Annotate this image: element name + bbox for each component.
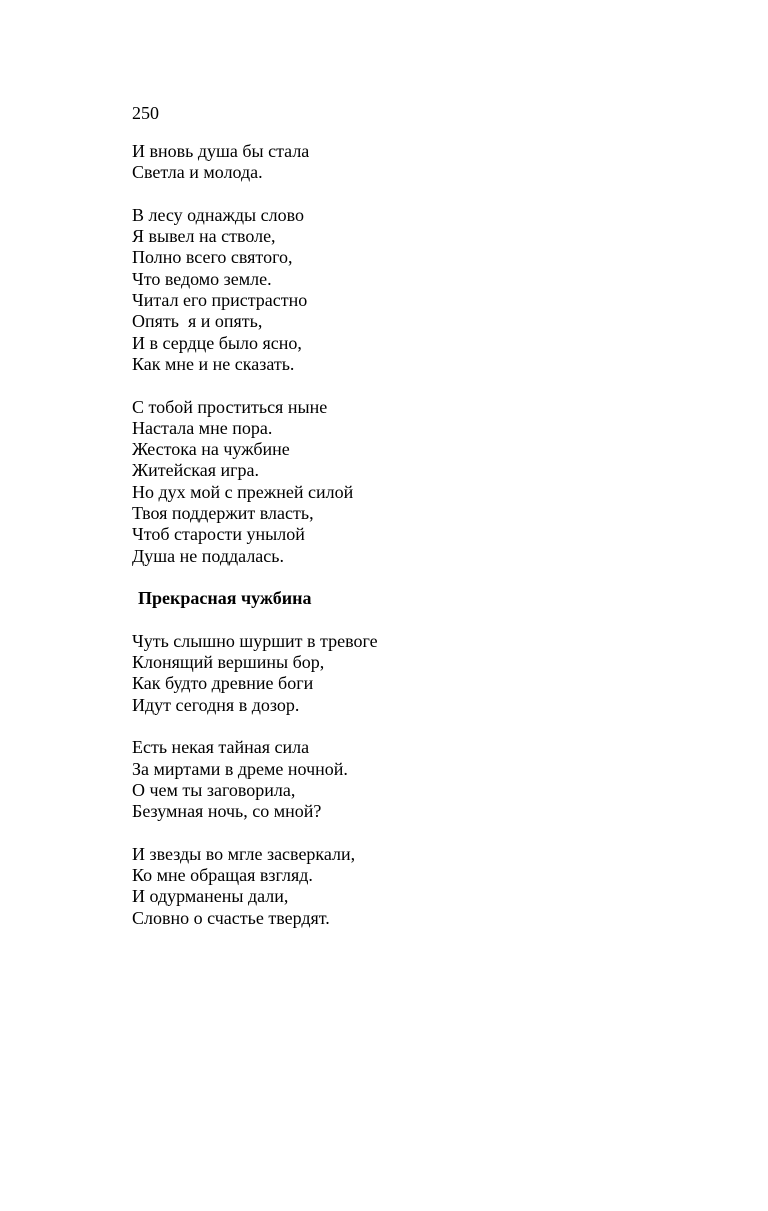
poem-line: Душа не поддалась. (132, 545, 284, 566)
poem-line: Клонящий вершины бор, (132, 652, 325, 673)
poem-line: Ко мне обращая взгляд. (132, 865, 313, 886)
poem-line: Словно о счастье твердят. (132, 907, 330, 928)
poem-line: В лесу однажды слово (132, 204, 304, 225)
poem-line: Жестока на чужбине (132, 439, 290, 460)
poem-line: Опять я и опять, (132, 311, 263, 332)
poem-line: Я вывел на стволе, (132, 226, 276, 247)
poem-line: С тобой проститься ныне (132, 396, 328, 417)
poem-line: Но дух мой с прежней силой (132, 481, 354, 502)
stanza (132, 631, 652, 716)
stanza (132, 205, 652, 375)
stanza (132, 397, 652, 567)
poem-previous-stanzas (132, 141, 652, 567)
poem-line: Что ведомо земле. (132, 268, 272, 289)
poem-line: Житейская игра. (132, 460, 259, 481)
poem-line: И звезды во мгле засверкали, (132, 843, 356, 864)
poem-line: Как мне и не сказать. (132, 353, 295, 374)
poem-line: За миртами в дреме ночной. (132, 758, 348, 779)
poem-line: Настала мне пора. (132, 417, 273, 438)
poem-line: Как будто древние боги (132, 673, 314, 694)
stanza (132, 141, 652, 184)
poem-line: И вновь душа бы стала (132, 141, 310, 161)
poem-line: Чуть слышно шуршит в тревоге (132, 630, 378, 651)
poem-line: Идут сегодня в дозор. (132, 694, 300, 715)
stanza (132, 844, 652, 929)
poem-line: О чем ты заговорила, (132, 779, 296, 800)
poem-line: Полно всего святого, (132, 247, 293, 268)
poem-line: Твоя поддержит власть, (132, 503, 314, 524)
stanza (132, 737, 652, 822)
poem-line: Читал его пристрастно (132, 290, 308, 311)
page-number: 250 (132, 103, 159, 123)
poem-previous-ending (132, 141, 652, 567)
poem-next-stanzas (132, 631, 652, 929)
poem-line: Есть некая тайная сила (132, 737, 310, 758)
poem-title: Прекрасная чужбина (138, 588, 312, 609)
poem-line: И одурманены дали, (132, 886, 289, 907)
page-content (132, 103, 652, 950)
poem-next-body (132, 631, 652, 929)
poem-line: И в сердце было ясно, (132, 332, 302, 353)
poem-line: Безумная ночь, со мной? (132, 801, 322, 822)
poem-line: Чтоб старости унылой (132, 524, 305, 545)
poem-line: Светла и молода. (132, 162, 263, 183)
